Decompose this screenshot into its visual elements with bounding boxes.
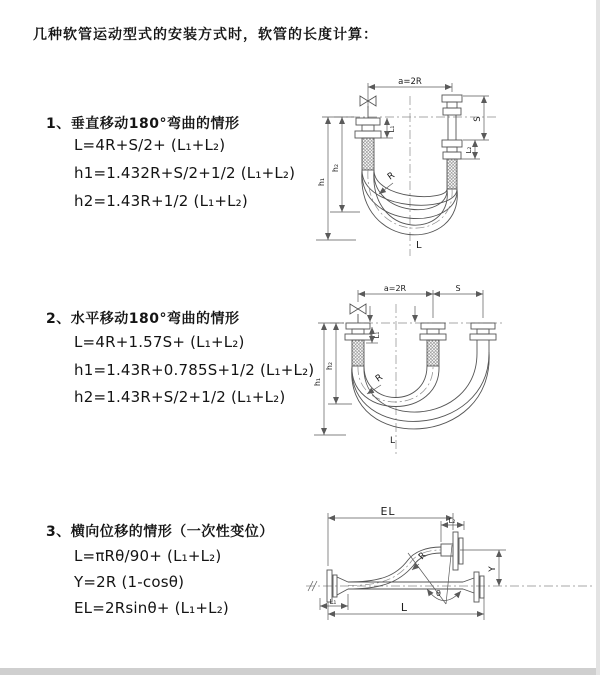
section-3-formula-EL: EL=2Rsinθ+ (L₁+L₂) — [74, 599, 229, 617]
section-3-heading: 3、横向位移的情形（一次性变位） — [46, 524, 274, 540]
section-2-formula-h1: h1=1.43R+0.785S+1/2 (L₁+L₂) — [74, 361, 315, 379]
section-1-formula-h2: h2=1.43R+1/2 (L₁+L₂) — [74, 192, 248, 210]
section-2-formula-h2: h2=1.43R+S/2+1/2 (L₁+L₂) — [74, 388, 286, 406]
right-fitting — [470, 323, 496, 352]
dim-label-s: S — [473, 116, 483, 122]
section-2-heading: 2、水平移动180°弯曲的情形 — [46, 311, 240, 327]
radius-annotation — [379, 171, 397, 194]
left-fitting — [355, 118, 381, 170]
dim-label-theta: θ — [436, 589, 441, 598]
dim-label-el: EL — [380, 505, 396, 518]
dim-label-l: L — [390, 436, 396, 446]
centerlines — [334, 96, 496, 256]
fitting-length-dimension-left — [381, 118, 396, 138]
right-fitting — [442, 95, 462, 189]
top-dimension — [358, 284, 483, 318]
l-dimension — [328, 598, 484, 620]
dim-label-a2r: a=2R — [398, 77, 422, 87]
centerlines — [330, 304, 502, 456]
section-2-formula-L: L=4R+1.57S+ (L₁+L₂) — [74, 333, 245, 351]
dim-label-r: R — [373, 372, 385, 385]
dim-label-s: S — [455, 284, 461, 293]
hose-s-curve — [348, 547, 441, 589]
middle-fitting — [420, 323, 446, 366]
right-lower-flange — [463, 572, 484, 602]
dim-label-h1: h₁ — [317, 177, 326, 187]
scan-edge-bottom — [0, 668, 600, 675]
el-dimension — [328, 505, 453, 566]
upper-right-flange — [441, 532, 463, 570]
fitting-reference-arrows — [370, 306, 415, 322]
diagram-horizontal-180-bend — [306, 282, 598, 460]
left-fitting — [345, 323, 371, 366]
dim-label-l1: L₁ — [373, 331, 381, 339]
left-dimensions — [316, 117, 360, 240]
l1-dimension — [320, 594, 348, 610]
dim-label-l2: L₂ — [465, 146, 473, 154]
diagram-vertical-180-bend — [306, 72, 598, 258]
dim-label-r: R — [385, 170, 397, 183]
scan-edge-right — [596, 0, 600, 675]
dim-label-h2: h₂ — [331, 163, 340, 173]
dim-label-l: L — [400, 601, 408, 614]
valve-icon — [350, 304, 366, 323]
diagram-lateral-displacement — [300, 498, 600, 654]
dim-label-y: Y — [488, 566, 498, 572]
dim-label-l1: L₁ — [329, 598, 337, 606]
right-dimensions — [458, 96, 489, 159]
dim-label-h1: h₁ — [313, 377, 322, 387]
dim-label-r: R — [417, 550, 429, 563]
section-1-formula-h1: h1=1.432R+S/2+1/2 (L₁+L₂) — [74, 164, 296, 182]
dim-label-l: L — [416, 240, 422, 251]
dim-label-a2r: a=2R — [383, 284, 407, 293]
section-1-formula-L: L=4R+S/2+ (L₁+L₂) — [74, 136, 226, 154]
dim-label-l1: L₁ — [388, 125, 396, 133]
section-1-heading: 1、垂直移动180°弯曲的情形 — [46, 116, 240, 132]
dim-label-h2: h₂ — [325, 361, 334, 371]
section-3-formula-Y: Y=2R (1-cosθ) — [74, 573, 185, 591]
page-title: 几种软管运动型式的安装方式时，软管的长度计算： — [33, 27, 378, 43]
section-3-formula-L: L=πRθ/90+ (L₁+L₂) — [74, 547, 222, 565]
dim-label-l2: L₂ — [448, 517, 456, 525]
hose-curves — [362, 170, 458, 235]
